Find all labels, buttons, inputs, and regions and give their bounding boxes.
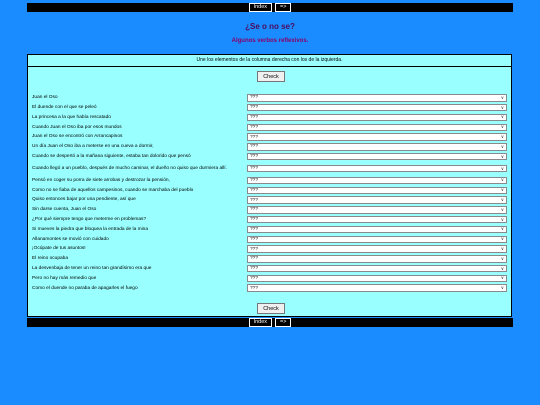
answer-select[interactable] xyxy=(247,114,507,122)
chevron-down-icon: ∨ xyxy=(500,236,504,242)
match-prompt: La desvenbaja de tener un reino tan grandísimo era que xyxy=(32,265,152,271)
match-prompt: Sin darse cuenta, Juan el Oso xyxy=(32,207,97,213)
answer-select-value: ??? xyxy=(250,207,259,213)
exercise-panel xyxy=(27,54,512,317)
chevron-down-icon: ∨ xyxy=(500,246,504,252)
match-prompt: Juan el Oso se encontró con Arrancapinos xyxy=(32,134,123,140)
match-row xyxy=(32,283,508,293)
answer-select-value: ??? xyxy=(250,197,259,203)
match-row xyxy=(32,152,508,162)
match-row xyxy=(32,142,508,152)
chevron-down-icon: ∨ xyxy=(500,134,504,140)
chevron-down-icon: ∨ xyxy=(500,114,504,120)
answer-select[interactable] xyxy=(247,153,507,161)
match-row xyxy=(32,274,508,284)
match-prompt: Si mueves la piedra que bloquea la entrada de la mina xyxy=(32,226,149,232)
index-link[interactable]: Índex xyxy=(249,3,272,12)
index-link[interactable]: Índex xyxy=(249,318,272,327)
next-arrow-link[interactable]: => xyxy=(275,3,291,12)
page-title: ¿Se o no se? xyxy=(245,22,295,31)
next-arrow-link[interactable]: => xyxy=(275,318,291,327)
match-row xyxy=(32,225,508,235)
answer-select-value: ??? xyxy=(250,266,259,272)
match-prompt: Pero no hay más remedio que xyxy=(32,275,97,281)
chevron-down-icon: ∨ xyxy=(500,165,504,171)
answer-select-value: ??? xyxy=(250,217,259,223)
chevron-down-icon: ∨ xyxy=(500,197,504,203)
match-row xyxy=(32,234,508,244)
answer-select[interactable] xyxy=(247,275,507,283)
answer-select-value: ??? xyxy=(250,124,259,130)
match-prompt: La princesa a la que había rescatado xyxy=(32,114,111,120)
instructions-text: Une los elementos de la columna derecha con los de la izquierda. xyxy=(28,55,511,67)
matching-rows xyxy=(32,93,508,293)
answer-select[interactable] xyxy=(247,265,507,273)
match-row xyxy=(32,215,508,225)
chevron-down-icon: ∨ xyxy=(500,104,504,110)
chevron-down-icon: ∨ xyxy=(500,187,504,193)
chevron-down-icon: ∨ xyxy=(500,124,504,130)
match-row xyxy=(32,205,508,215)
answer-select-value: ??? xyxy=(250,256,259,262)
chevron-down-icon: ∨ xyxy=(500,153,504,159)
answer-select-value: ??? xyxy=(250,114,259,120)
match-prompt: Juan el Oso xyxy=(32,95,58,101)
match-row xyxy=(32,244,508,254)
answer-select-value: ??? xyxy=(250,95,259,101)
match-prompt: Como no se fiaba de aquellos campesinos, cuando se marchaba del pueblo xyxy=(32,187,194,193)
answer-select-value: ??? xyxy=(250,236,259,242)
chevron-down-icon: ∨ xyxy=(500,255,504,261)
match-row xyxy=(32,254,508,264)
match-row xyxy=(32,195,508,205)
answer-select-value: ??? xyxy=(250,187,259,193)
answer-select[interactable] xyxy=(247,196,507,204)
match-prompt: Cuando llegó a un pueblo, después de mucho caminar, el dueño no quiso que durmiera allí. xyxy=(32,165,227,171)
match-prompt: ¡Ocúpate de tus asuntos! xyxy=(32,246,86,252)
answer-select-value: ??? xyxy=(250,226,259,232)
answer-select-value: ??? xyxy=(250,144,259,150)
answer-select-value: ??? xyxy=(250,275,259,281)
answer-select[interactable] xyxy=(247,94,507,102)
match-prompt: Cuando Juan el Oso iba por esos mundos xyxy=(32,124,122,130)
chevron-down-icon: ∨ xyxy=(500,143,504,149)
match-prompt: Allanamontes se movió con cuidado xyxy=(32,236,109,242)
chevron-down-icon: ∨ xyxy=(500,206,504,212)
answer-select[interactable] xyxy=(247,165,507,173)
chevron-down-icon: ∨ xyxy=(500,94,504,100)
match-prompt: Pensó en coger su porra de siete arrobas y destrozar la pensión, xyxy=(32,177,170,183)
match-prompt: Un día Juan el Oso iba a meterse en una cueva a dormir, xyxy=(32,144,154,150)
top-nav-bar xyxy=(27,3,513,12)
answer-select[interactable] xyxy=(247,245,507,253)
match-prompt: Como el duende no paraba de apagarles el fuego xyxy=(32,285,138,291)
match-row xyxy=(32,264,508,274)
answer-select[interactable] xyxy=(247,216,507,224)
chevron-down-icon: ∨ xyxy=(500,265,504,271)
answer-select[interactable] xyxy=(247,124,507,132)
answer-select[interactable] xyxy=(247,133,507,141)
answer-select[interactable] xyxy=(247,236,507,244)
answer-select[interactable] xyxy=(247,177,507,185)
match-prompt: El reino ocupaba xyxy=(32,256,69,262)
match-row xyxy=(32,176,508,186)
match-row xyxy=(32,132,508,142)
match-prompt: Cuando se despertó a la mañana siguiente, estaba tan dolorido que pensó xyxy=(32,153,191,159)
answer-select[interactable] xyxy=(247,104,507,112)
answer-select-value: ??? xyxy=(250,105,259,111)
chevron-down-icon: ∨ xyxy=(500,177,504,183)
check-button-top[interactable]: Check xyxy=(257,71,285,82)
chevron-down-icon: ∨ xyxy=(500,216,504,222)
match-row xyxy=(32,93,508,103)
chevron-down-icon: ∨ xyxy=(500,275,504,281)
match-row xyxy=(32,185,508,195)
answer-select[interactable] xyxy=(247,226,507,234)
bottom-nav-bar xyxy=(27,318,513,327)
answer-select-value: ??? xyxy=(250,246,259,252)
answer-select[interactable] xyxy=(247,255,507,263)
match-row xyxy=(32,162,508,176)
answer-select-value: ??? xyxy=(250,134,259,140)
answer-select[interactable] xyxy=(247,206,507,214)
chevron-down-icon: ∨ xyxy=(500,226,504,232)
answer-select[interactable] xyxy=(247,187,507,195)
match-prompt: Quiso entonces bajar por una pendiente, así que xyxy=(32,197,136,203)
page-subtitle: Algunos verbos reflexivos. xyxy=(231,38,309,44)
match-prompt: ¿Por qué siempre tengo que meterme en problemas? xyxy=(32,216,147,222)
chevron-down-icon: ∨ xyxy=(500,285,504,291)
match-row xyxy=(32,103,508,113)
answer-select-value: ??? xyxy=(250,177,259,183)
match-prompt: El duende con el que se peleó xyxy=(32,104,97,110)
match-row xyxy=(32,113,508,123)
check-button-bottom[interactable]: Check xyxy=(257,303,285,314)
answer-select[interactable] xyxy=(247,284,507,292)
answer-select-value: ??? xyxy=(250,166,259,172)
answer-select-value: ??? xyxy=(250,154,259,160)
answer-select-value: ??? xyxy=(250,285,259,291)
match-row xyxy=(32,122,508,132)
answer-select[interactable] xyxy=(247,143,507,151)
